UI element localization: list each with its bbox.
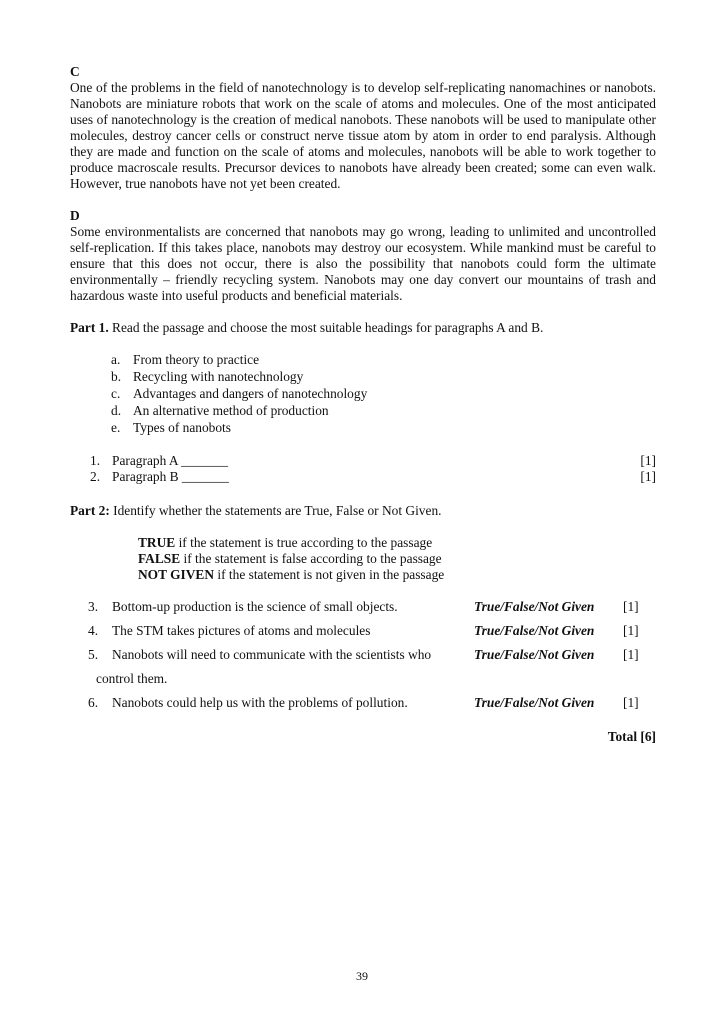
statement-number: 6. [88,695,99,710]
heading-options-list [70,352,656,437]
statement-text: The STM takes pictures of atoms and molecules [112,623,371,638]
option-text: Recycling with nanotechnology [133,369,304,384]
statement-mark: [1] [623,599,639,614]
statement-text: Nanobots could help us with the problems of pollution. [112,695,408,710]
list-item [111,369,656,386]
question-mark: [1] [640,453,656,468]
section-d [70,208,656,304]
question-mark: [1] [640,469,656,484]
statement-item [70,695,656,719]
option-text: From theory to practice [133,352,260,367]
question-number: 1. [90,453,101,468]
option-marker: d. [111,403,122,418]
option-marker: a. [111,352,121,367]
part1-label: Part 1. [70,320,109,335]
question-text: Paragraph B _______ [112,469,229,484]
option-marker: c. [111,386,121,401]
answer-options: True/False/Not Given [474,623,595,638]
answer-options: True/False/Not Given [474,647,595,662]
part2-instruction [70,503,656,519]
question-text: Paragraph A _______ [112,453,229,468]
list-item [111,352,656,369]
statement-number: 3. [88,599,99,614]
section-paragraph: One of the problems in the field of nanotechnology is to develop self-replicating nanomachines or nanobots. Nanobots are miniature robots that work on the scale of atoms and molecules. One of the most anticipated uses of nanotechnology is the creation of medical nanobots. These nanobots will be used to manipulate other molecules, destroy cancer cells or construct nerve tissue atom by atom in order to end paralysis. Although they are made and function on the scale of atoms and molecules, nanobots will be able to work together to produce macroscale results. Precursor devices to nanobots have already been created; some can even walk. However, true nanobots have not yet been created. [70,80,656,191]
part2-statements [70,599,656,719]
section-c [70,64,656,192]
document-page [70,64,656,745]
statement-mark: [1] [623,623,639,638]
part1-instruction [70,320,656,336]
option-text: An alternative method of production [133,403,329,418]
section-paragraph: Some environmentalists are concerned that nanobots may go wrong, leading to unlimited and uncontrolled self-replication. If this takes place, nanobots may destroy our ecosystem. While mankind must be careful to ensure that this does not occur, there is also the possibility that nanobots could form the ultimate environmentally – friendly recycling system. Nanobots may one day convert our mountains of trash and hazardous waste into useful products and beneficial materials. [70,224,656,303]
part1-text: Read the passage and choose the most suitable headings for paragraphs A and B. [108,320,544,335]
answer-key-legend [70,535,656,583]
page-number: 39 [356,969,368,983]
option-text: Advantages and dangers of nanotechnology [133,386,368,401]
statement-text: Nanobots will need to communicate with the scientists who [112,647,432,662]
list-item [111,386,656,403]
section-heading: D [70,208,80,223]
option-marker: e. [111,420,121,435]
list-item [111,420,656,437]
legend-desc: if the statement is false according to the passage [180,551,442,566]
option-text: Types of nanobots [133,420,231,435]
statement-mark: [1] [623,647,639,662]
part1-questions [70,453,656,485]
legend-term: NOT GIVEN [138,567,215,582]
answer-options: True/False/Not Given [474,599,595,614]
legend-term: FALSE [138,551,181,566]
statement-number: 4. [88,623,99,638]
list-item [111,403,656,420]
legend-desc: if the statement is not given in the passage [214,567,445,582]
question-number: 2. [90,469,101,484]
legend-term: TRUE [138,535,176,550]
part2-label: Part 2: [70,503,110,518]
legend-item [138,535,656,551]
statement-text: Bottom-up production is the science of small objects. [112,599,398,614]
statement-continuation [70,671,656,695]
answer-options: True/False/Not Given [474,695,595,710]
legend-desc: if the statement is true according to the passage [175,535,433,550]
statement-item [70,647,656,671]
statement-item [70,599,656,623]
question-item [70,453,656,469]
legend-item [138,567,656,583]
option-marker: b. [111,369,122,384]
total-marks: Total [6] [607,729,656,744]
section-heading: C [70,64,80,79]
part2-text: Identify whether the statements are True, False or Not Given. [109,503,442,518]
statement-text-continued: control them. [96,671,168,686]
question-item [70,469,656,485]
statement-mark: [1] [623,695,639,710]
statement-item [70,623,656,647]
statement-number: 5. [88,647,99,662]
legend-item [138,551,656,567]
